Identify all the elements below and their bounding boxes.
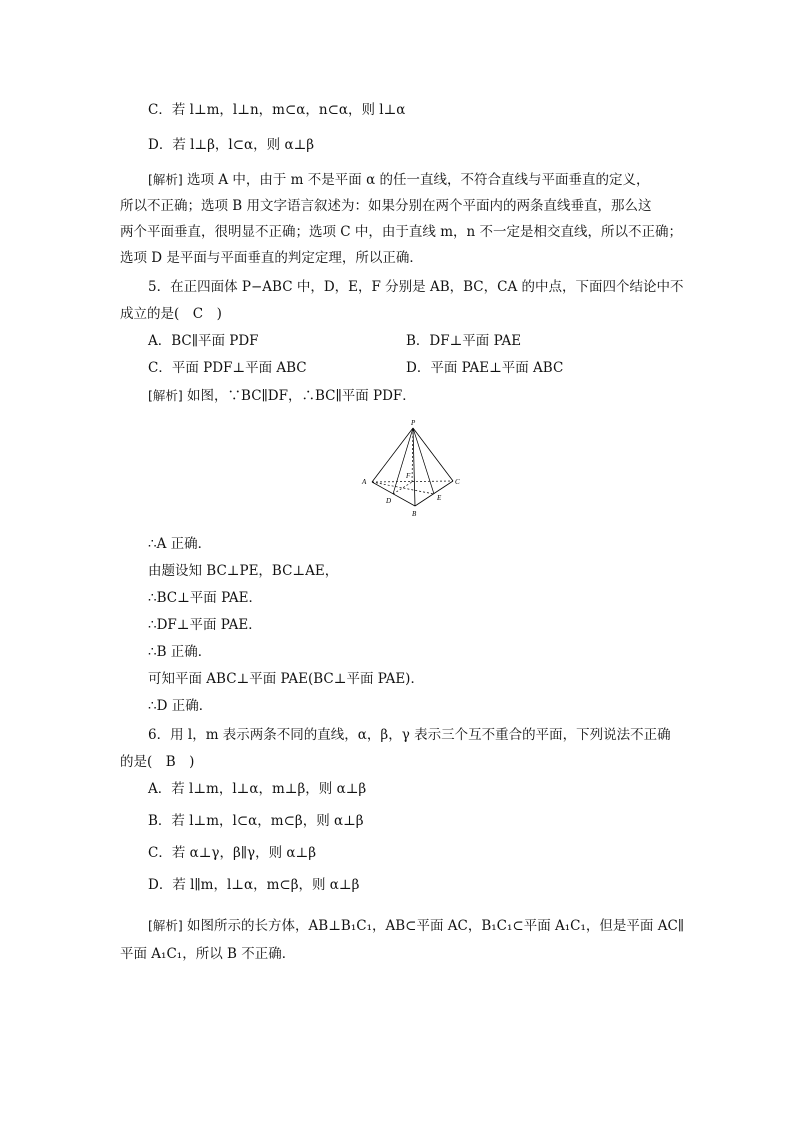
analysis-tag: [解析] <box>148 918 183 933</box>
segment-ae <box>372 482 434 494</box>
option-c-line: C．若 l⊥m，l⊥n，m⊂α，n⊂α，则 l⊥α <box>148 102 406 118</box>
q5-option-b: B．DF⊥平面 PAE <box>406 333 522 349</box>
proof-line-3: ∴BC⊥平面 PAE． <box>148 590 263 606</box>
analysis-line-4: 选项 D 是平面与平面垂直的判定定理，所以正确． <box>120 250 423 266</box>
segment-pe <box>413 428 434 494</box>
edge-pc <box>413 428 453 481</box>
proof-line-4: ∴DF⊥平面 PAE． <box>148 617 262 633</box>
q5-analysis <box>148 386 416 406</box>
label-p: P <box>411 419 416 427</box>
q6-option-c: C．若 α⊥γ，β∥γ，则 α⊥β <box>148 845 317 861</box>
question-5-stem-2: 成立的是( C ) <box>120 306 222 322</box>
q6-analysis <box>148 916 684 936</box>
question-6-stem-2: 的是( B ) <box>120 754 195 770</box>
q5-option-c: C．平面 PDF⊥平面 ABC <box>148 360 307 376</box>
proof-line-7: ∴D 正确． <box>148 698 213 714</box>
q6-option-b: B．若 l⊥m，l⊂α，m⊂β，则 α⊥β <box>148 813 364 829</box>
proof-line-1: ∴A 正确． <box>148 536 212 552</box>
analysis-text: 选项 A 中，由于 m 不是平面 α 的任一直线，不符合直线与平面垂直的定义， <box>182 172 650 188</box>
q6-option-a: A．若 l⊥m，l⊥α，m⊥β，则 α⊥β <box>148 781 367 797</box>
analysis-line-2: 所以不正确；选项 B 用文字语言叙述为：如果分别在两个平面内的两条直线垂直，那么这 <box>120 198 652 214</box>
analysis-tag: [解析] <box>148 388 183 403</box>
label-f: F <box>406 472 411 480</box>
q5-option-a: A．BC∥平面 PDF <box>148 333 259 349</box>
proof-line-5: ∴B 正确． <box>148 644 212 660</box>
q6-analysis-line-2: 平面 A₁C₁，所以 B 不正确． <box>120 946 296 962</box>
label-e: E <box>437 494 442 502</box>
q6-option-d: D．若 l∥m，l⊥α，m⊂β，则 α⊥β <box>148 877 360 893</box>
segment-pd <box>393 428 413 494</box>
proof-line-6: 可知平面 ABC⊥平面 PAE(BC⊥平面 PAE)． <box>148 671 424 687</box>
analysis-tag: [解析] <box>148 172 183 187</box>
q5-option-d: D．平面 PAE⊥平面 ABC <box>406 360 564 376</box>
edge-ca-hidden <box>372 481 453 482</box>
question-6-stem: 6．用 l，m 表示两条不同的直线，α，β，γ 表示三个互不重合的平面，下列说法不正确 <box>148 727 671 743</box>
analysis-line-3: 两个平面垂直，很明显不正确；选项 C 中，由于直线 m，n 不一定是相交直线，所以不正确； <box>120 224 682 240</box>
proof-line-2: 由题设知 BC⊥PE，BC⊥AE， <box>148 563 339 579</box>
label-b: B <box>412 510 417 518</box>
analysis-paragraph-1 <box>148 170 649 190</box>
option-d-line: D．若 l⊥β，l⊂α，则 α⊥β <box>148 137 315 153</box>
edge-pb <box>413 428 415 506</box>
analysis-text: 如图所示的长方体，AB⊥B₁C₁，AB⊂平面 AC，B₁C₁⊂平面 A₁C₁，但是平面 AC∥ <box>182 918 685 934</box>
tetrahedron-figure <box>356 418 466 524</box>
label-c: C <box>455 478 460 486</box>
analysis-text: 如图，∵BC∥DF，∴BC∥平面 PDF． <box>182 388 416 404</box>
label-d: D <box>386 497 392 505</box>
question-5-stem: 5．在正四面体 P−ABC 中，D，E，F 分别是 AB，BC，CA 的中点，下面四个结论中不 <box>148 279 684 295</box>
segment-pf <box>412 428 413 482</box>
label-a: A <box>362 478 367 486</box>
